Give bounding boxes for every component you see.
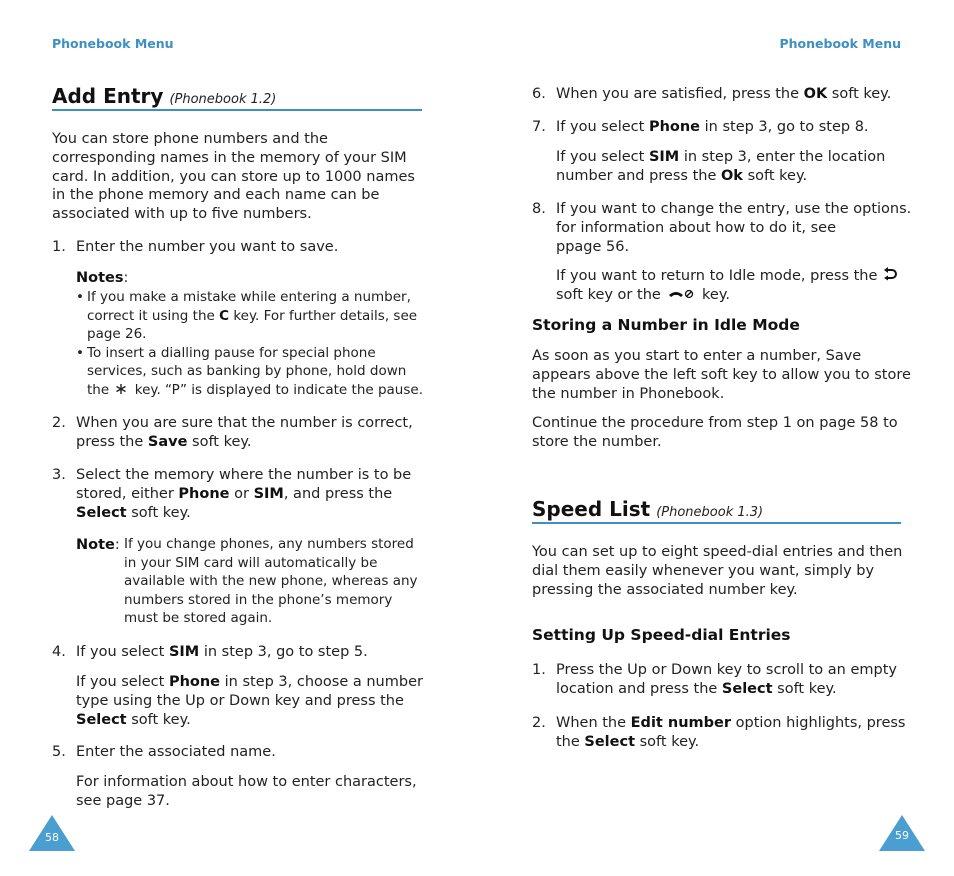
step-line	[556, 267, 916, 286]
option-name: Edit number	[630, 715, 732, 731]
step-line	[556, 167, 906, 186]
step-number: 7.	[532, 119, 546, 135]
page-number-tab-right	[879, 815, 925, 851]
step-line: see page 37.	[76, 792, 170, 809]
t: If you select	[76, 644, 169, 660]
section-title-speed-list	[532, 497, 763, 521]
running-header-left: Phonebook Menu	[52, 36, 174, 51]
para-line: store the number.	[532, 433, 662, 450]
note-line: in your SIM card will automatically be	[124, 554, 378, 571]
note-line	[87, 381, 426, 400]
running-header-right: Phonebook Menu	[779, 36, 901, 51]
title-ref: (Phonebook 1.2)	[169, 92, 277, 107]
t: press the	[76, 433, 148, 450]
option-name: SIM	[648, 149, 680, 165]
softkey-name: Select	[76, 711, 127, 728]
step-line: If you want to change the entry, use the options.	[556, 201, 912, 217]
intro-line: card. In addition, you can store up to 1000 names	[52, 168, 415, 185]
t: soft key.	[126, 504, 191, 521]
t: or	[229, 485, 254, 502]
option-name: Phone	[178, 485, 230, 502]
step-line	[76, 711, 426, 730]
para-line: the number in Phonebook.	[532, 385, 725, 402]
step-number: 1.	[532, 662, 546, 678]
note-item	[76, 288, 426, 344]
step-number: 8.	[532, 201, 546, 217]
note-text: correct it using the	[87, 307, 220, 324]
note-line: numbers stored in the phone’s memory	[124, 591, 393, 608]
step-text: Enter the number you want to save.	[76, 239, 339, 255]
idle-paragraph-1	[532, 347, 912, 403]
notes-label: Notes	[76, 270, 124, 286]
step-line: Select the memory where the number is to be	[76, 467, 412, 483]
speed-step-2	[556, 714, 916, 752]
title-underline	[532, 522, 901, 524]
softkey-name: Select	[584, 733, 636, 750]
para-line: Continue the procedure from step 1 on page 58 to	[532, 415, 898, 431]
note-label	[76, 536, 120, 555]
t: in step 3, go to step 5.	[199, 644, 368, 660]
t: number and press the	[556, 167, 721, 184]
step-line	[76, 643, 426, 662]
intro-line: corresponding names in the memory of your SIM	[52, 149, 407, 166]
page-number: 58	[45, 831, 59, 844]
softkey-name: OK	[803, 86, 828, 102]
note-line: services, such as banking by phone, hold down	[87, 363, 407, 380]
t: soft key.	[126, 711, 191, 728]
note-body	[124, 535, 424, 628]
bullet: •	[76, 289, 84, 305]
step-line: Press the Up or Down key to scroll to an empty	[556, 662, 897, 678]
step-number: 5.	[52, 744, 66, 760]
step-6-text	[556, 85, 891, 104]
back-softkey-icon	[882, 267, 898, 283]
step-line	[76, 673, 426, 692]
step-8-text	[556, 200, 916, 256]
step-4-detail	[76, 673, 426, 729]
note-line: must be stored again.	[124, 610, 273, 627]
t: , and press the	[283, 485, 393, 502]
step-line: for information about how to do it, see	[556, 219, 836, 236]
t: location and press the	[556, 680, 722, 697]
notes-list	[76, 288, 426, 400]
softkey-name: Ok	[720, 167, 743, 184]
bullet: •	[76, 344, 84, 361]
t: in step 3, enter the location	[679, 149, 886, 165]
t: the	[556, 733, 585, 750]
para-line: You can set up to eight speed-dial entries and then	[532, 544, 903, 560]
note-label-text: Note	[76, 537, 115, 553]
intro-line: in the phone memory and each name can be	[52, 187, 380, 204]
step-7-text	[556, 118, 869, 137]
page-number: 59	[895, 829, 909, 842]
note-line	[87, 307, 426, 326]
t: soft key or the	[556, 286, 666, 303]
intro-line: You can store phone numbers and the	[52, 131, 328, 147]
notes-colon: :	[123, 270, 129, 286]
subheading-idle-mode: Storing a Number in Idle Mode	[532, 316, 800, 334]
t: If you select	[556, 119, 649, 135]
step-line: type using the Up or Down key and press the	[76, 692, 404, 709]
step-line: For information about how to enter characters,	[76, 774, 417, 790]
page-number-tab-left	[29, 815, 75, 851]
softkey-name: Save	[147, 433, 188, 450]
note-line: If you make a mistake while entering a number,	[87, 289, 411, 305]
title-ref: (Phonebook 1.3)	[656, 505, 764, 520]
step-3-text	[76, 466, 426, 522]
t: in step 3, go to step 8.	[700, 119, 869, 135]
step-4-text	[76, 643, 426, 662]
option-name: SIM	[253, 485, 284, 502]
t: key.	[697, 286, 730, 303]
t: If you select	[556, 149, 649, 165]
note-line: To insert a dialling pause for special phone	[87, 344, 376, 361]
star-key-icon	[115, 383, 127, 395]
notes-heading	[76, 269, 128, 288]
step-line: ppage 56.	[556, 238, 630, 255]
step-number: 2.	[52, 415, 66, 431]
idle-paragraph-2	[532, 414, 912, 452]
title-text: Speed List	[532, 497, 651, 521]
option-name: Phone	[168, 674, 221, 690]
note-key: C	[219, 307, 230, 324]
step-7-detail	[556, 148, 906, 186]
t: If you select	[76, 674, 169, 690]
step-number: 6.	[532, 86, 546, 102]
step-line	[76, 433, 426, 452]
t: soft key.	[772, 680, 837, 697]
step-number: 4.	[52, 644, 66, 660]
t: When you are satisfied, press the	[556, 86, 804, 102]
note-line: available with the new phone, whereas any	[124, 573, 418, 590]
step-2-text	[76, 414, 426, 452]
subheading-speed-dial: Setting Up Speed-dial Entries	[532, 626, 791, 644]
softkey-name: Select	[76, 504, 127, 521]
t: soft key.	[635, 733, 700, 750]
step-line	[556, 733, 916, 752]
note-text: key. For further details, see	[229, 307, 418, 324]
step-number: 2.	[532, 715, 546, 731]
step-text: Enter the associated name.	[76, 744, 276, 760]
step-number: 1.	[52, 239, 66, 255]
note-colon: :	[114, 537, 120, 553]
speed-step-1	[556, 661, 916, 699]
step-line	[556, 680, 916, 699]
t: stored, either	[76, 485, 179, 502]
softkey-name: Select	[721, 680, 773, 697]
title-underline	[52, 109, 422, 111]
intro-line: associated with up to five numbers.	[52, 206, 312, 223]
t: option highlights, press	[731, 715, 906, 731]
t: soft key.	[827, 86, 892, 102]
para-line: appears above the left soft key to allow you to store	[532, 366, 911, 383]
speed-intro	[532, 543, 912, 599]
option-name: Phone	[648, 119, 701, 135]
step-5-detail	[76, 773, 426, 811]
step-line	[76, 504, 426, 523]
step-line	[556, 148, 906, 167]
note-item	[76, 344, 426, 400]
end-call-key-icon	[667, 287, 695, 301]
t: When the	[556, 715, 631, 731]
step-number: 3.	[52, 467, 66, 483]
intro-paragraph	[52, 130, 422, 224]
step-line	[556, 286, 916, 305]
step-8-detail	[556, 267, 916, 305]
t: If you want to return to Idle mode, press the	[556, 268, 883, 284]
t: soft key.	[187, 433, 252, 450]
section-title-add-entry	[52, 84, 276, 108]
t: soft key.	[742, 167, 808, 184]
step-line: When you are sure that the number is correct,	[76, 415, 413, 431]
note-text: the	[87, 381, 114, 398]
title-text: Add Entry	[52, 84, 164, 108]
note-text: key. “P” is displayed to indicate the pause.	[130, 381, 423, 398]
para-line: As soon as you start to enter a number, Save	[532, 348, 862, 364]
step-line	[556, 714, 916, 733]
para-line: pressing the associated number key.	[532, 581, 798, 598]
note-line: If you change phones, any numbers stored	[124, 536, 414, 552]
para-line: dial them easily whenever you want, simply by	[532, 562, 875, 579]
option-name: SIM	[168, 644, 200, 660]
t: in step 3, choose a number	[220, 674, 423, 690]
step-line	[76, 485, 426, 504]
note-line: page 26.	[87, 326, 147, 343]
